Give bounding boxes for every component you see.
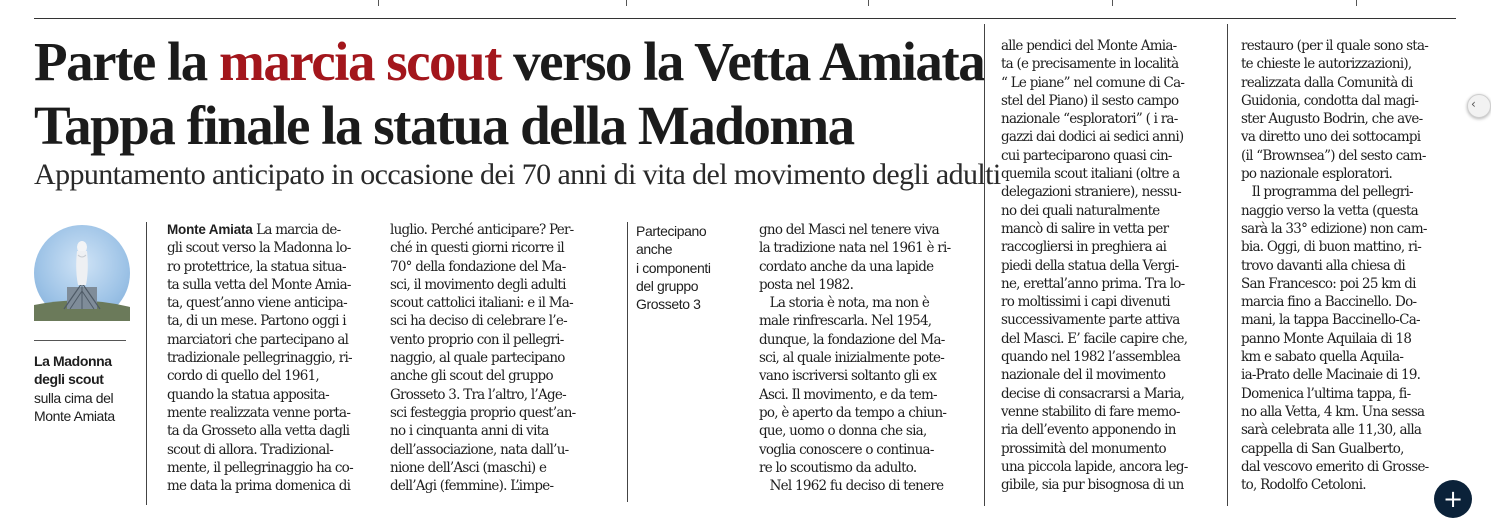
article-dateline: Monte Amiata <box>167 222 253 237</box>
article-column-3: gno del Masci nel tenere viva la tradizione nata nel 1961 è ri- cordato anche da una lapide posta nel 1982. La storia è nota, ma non è male rinfrescarla. Nel 1954, dunque, la fondazione del Ma- sci, al quale inizialmente pote- vano iscriversi soltanto gli ex Asci. Il movimento, e da tem- po, è aperto da tempo a chiun- que, uomo o donna che sia, voglia conoscere o continua- re lo scoutismo da adulto. Nel 1962 fu deciso di tenere <box>759 222 951 495</box>
top-rule <box>34 18 1456 19</box>
article-column-1 <box>167 221 372 495</box>
column-divider <box>146 222 147 505</box>
top-tick <box>626 0 627 6</box>
top-tick <box>378 0 379 6</box>
photo-caption <box>34 352 134 425</box>
column-divider <box>627 222 628 502</box>
zoom-in-button[interactable]: + <box>1434 480 1472 518</box>
article-column-4: alle pendici del Monte Amia- ta (e precisamente in località “ Le piane” nel comune di Ca- stel del Piano) il sesto campo nazionale “esploratori” ( i ra- gazzi dai dodici ai sedici anni) cui parteciparono quasi cin- quemila scout italiani (oltre a delegazioni straniere), nessu- no dei quali naturalmente mancò di salire in vetta per raccogliersi in preghiera ai piedi della statua della Vergi- ne, erettal’anno prima. Tra lo- ro moltissimi i capi divenuti successivamente parte attiva del Masci. E’ facile capire che, quando nel 1982 l’assemblea nazionale del il movimento decise di consacrarsi a Maria, venne stabilito di fare memo- ria dell’evento apponendo in prossimità del monumento una piccola lapide, ancora leg- gibile, sia pur bisognosa di un <box>1001 38 1188 494</box>
photo-caption-text: sulla cima del Monte Amiata <box>34 389 115 424</box>
top-tick <box>868 0 869 6</box>
article-column-5: restauro (per il quale sono sta- te chieste le autorizzazioni), realizzata dalla Comunità di Guidonia, condotta dal magi- ster Augusto Bodrin, che ave- va diretto uno dei sottocampi (il “Brownsea”) del sesto cam- po nazionale esploratori. Il programma del pellegri- naggio verso la vetta (questa sarà la 33° edizione) non cam- bia. Oggi, di buon mattino, ri- trovo davanti alla chiesa di San Francesco: poi 25 km di marcia fino a Baccinello. Do- mani, la tappa Baccinello-Ca- panno Monte Aquilaia di 18 km e sabato quella Aquila- ia-Prato delle Macinaie di 19. Domenica l’ultima tappa, fi- no alla Vetta, 4 km. Una sessa sarà celebrata alle 11,30, alla cappella di San Gualberto, dal vescovo emerito di Grosse- to, Rodolfo Cetoloni. <box>1241 38 1429 494</box>
top-tick <box>1356 0 1357 6</box>
statue-illustration <box>34 225 130 321</box>
column-divider <box>1227 24 1228 506</box>
article-column-2: luglio. Perché anticipare? Per- ché in questi giorni ricorre il 70° della fondazione del Ma- sci, il movimento degli adulti scout cattolici italiani: e il Ma- sci ha deciso di celebrare l’e- vento proprio con il pellegri- naggio, al quale partecipano anche gli scout del gruppo Grosseto 3. Tra l’altro, l’Age- sci festeggia proprio quest’an- no i cinquanta anni di vita dell’associazione, nata dall’u- nione dell’Asci (maschi) e dell’Agi (femmine). L’impe- <box>390 222 576 495</box>
madonna-statue-photo <box>34 225 130 321</box>
subheadline: Appuntamento anticipato in occasione dei 70 anni di vita del movimento degli adulti <box>34 158 1001 191</box>
headline-accent: marcia scout <box>219 31 501 92</box>
side-scroll-button[interactable] <box>1467 94 1491 118</box>
pull-quote: Partecipano anche i componenti del gruppo Grosseto 3 <box>636 223 711 313</box>
headline-pre: Parte la <box>34 31 220 92</box>
top-tick <box>1112 0 1113 6</box>
article-column-1-text: La marcia de- gli scout verso la Madonna lo- ro protettrice, la statua situa- ta sulla vetta del Monte Amia- ta, quest’anno viene anticipa- ta, di un mese. Partono oggi i marciatori che partecipano al tradizionale pellegrinaggio, ri- cordo di quello del 1961, quando la statua apposita- mente realizzata venne porta- ta da Grosseto alla vetta dagli scout di allora. Tradizional- mente, il pellegrinaggio ha co- me data la prima domenica di <box>167 222 353 495</box>
headline-line-1 <box>34 30 985 94</box>
headline-post: verso la Vetta Amiata <box>500 31 985 92</box>
headline-line-2: Tappa finale la statua della Madonna <box>34 95 854 156</box>
caption-rule <box>34 340 126 341</box>
headline <box>34 30 985 158</box>
chevron-left-icon: ‹ <box>1471 97 1476 111</box>
column-divider <box>984 24 985 506</box>
photo-caption-title: La Madonna degli scout <box>34 353 112 388</box>
